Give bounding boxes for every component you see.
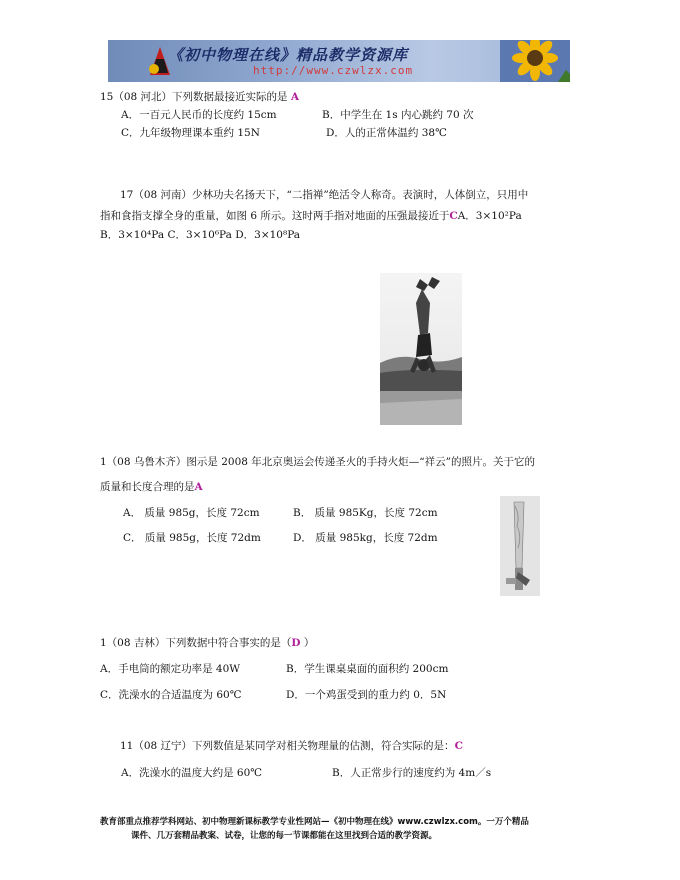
question-15-stem: 15（08 河北）下列数据最接近实际的是 A [100,91,300,103]
question-15-answer: A [290,91,300,103]
question-1b-stem: 1（08 吉林）下列数据中符合事实的是（D ） [100,637,315,649]
handstand-photo [380,273,462,425]
question-17-answer: C [449,210,458,222]
question-1b-answer: D [291,637,301,649]
question-1a-option-c: C． 质量 985g，长度 72dm [123,532,261,544]
question-15-option-a: A．一百元人民币的长度约 15cm [121,109,277,121]
question-11-option-a: A．洗澡水的温度大约是 60℃ [121,767,263,779]
question-1a-option-a: A． 质量 985g，长度 72cm [123,507,260,519]
question-1b-option-c: C．洗澡水的合适温度为 60℃ [100,689,242,701]
question-11-option-b: B．人正常步行的速度约为 4m／s [332,767,492,779]
question-17-line1: 17（08 河南）少林功夫名扬天下，“二指禅”绝活令人称奇。表演时，人体倒立，只用中 [120,189,529,201]
question-11-stem: 11（08 辽宁）下列数值是某同学对相关物理量的估测，符合实际的是：C [120,740,463,752]
question-17-line2: 指和食指支撑全身的重量，如图 6 所示。这时两手指对地面的压强最接近于CA．3×10²Pa [100,210,522,222]
question-15-option-d: D．人的正常体温约 38℃ [326,127,447,139]
question-11-answer: C [454,740,463,752]
question-1b-option-b: B．学生课桌桌面的面积约 200cm [286,663,449,675]
question-1a-line2: 质量和长度合理的是A [100,481,203,493]
question-1a-option-d: D． 质量 985kg，长度 72dm [293,532,438,544]
footer-line2: 课件、几万套精品教案、试卷，让您的每一节课都能在这里找到合适的教学资源。 [131,831,438,841]
question-1b-option-d: D．一个鸡蛋受到的重力约 0．5N [286,689,447,701]
question-15-option-b: B．中学生在 1s 内心跳约 70 次 [322,109,474,121]
torch-photo [500,496,540,596]
question-15-option-c: C．九年级物理课本重约 15N [121,127,260,139]
question-1a-answer: A [194,481,203,493]
header-banner [108,40,570,82]
sunflower-icon [500,40,570,82]
question-1b-option-a: A．手电筒的额定功率是 40W [100,663,241,675]
question-17-line3: B．3×10⁴Pa C．3×10⁶Pa D．3×10⁸Pa [100,229,301,241]
question-1a-line1: 1（08 乌鲁木齐）图示是 2008 年北京奥运会传递圣火的手持火炬—“祥云”的照片。关于它的 [100,456,536,468]
question-1a-option-b: B． 质量 985Kg，长度 72cm [293,507,438,519]
footer-line1: 教育部重点推荐学科网站、初中物理新课标教学专业性网站—《初中物理在线》www.czwlzx.com。一万个精品 [100,817,529,827]
banner-title: 《初中物理在线》精品教学资源库 [168,46,409,64]
banner-url[interactable]: http://www.czwlzx.com [253,64,414,77]
